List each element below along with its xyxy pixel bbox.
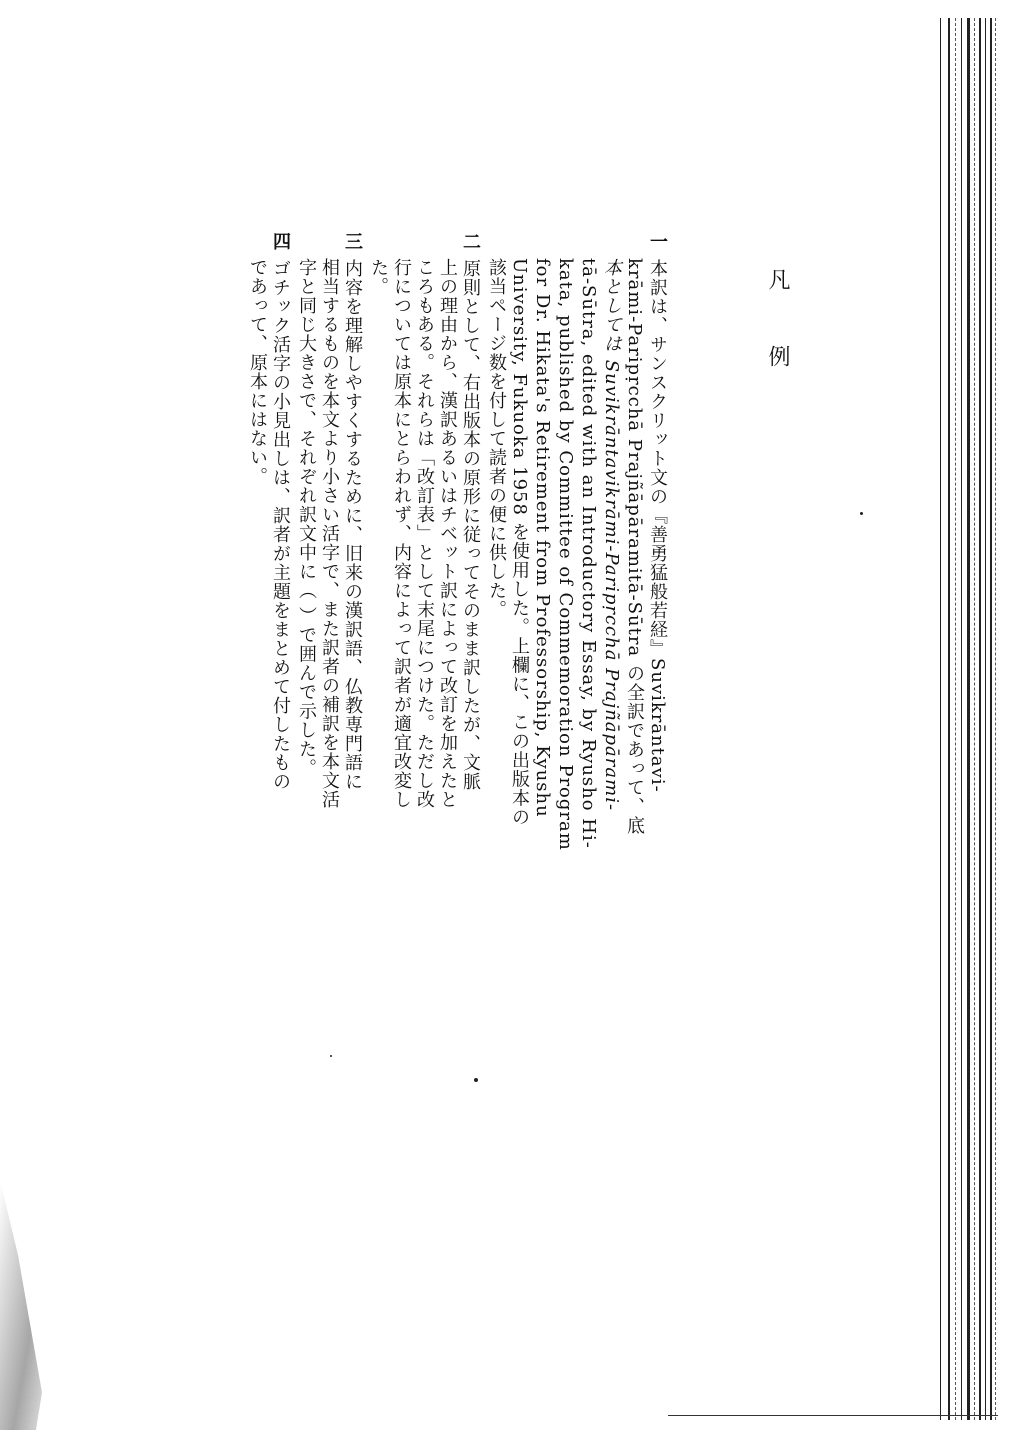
column-text: であって、原本にはない。 [247, 258, 268, 486]
text-column-17 [271, 232, 289, 791]
binding-edge-line [948, 18, 950, 1420]
page-title: 凡 例 [765, 268, 790, 391]
text-column-14 [343, 232, 361, 791]
binding-edge-line [979, 18, 981, 1420]
item-number: 一 [647, 232, 668, 251]
column-text: kata, published by Committee of Commemoration Program [555, 258, 576, 851]
binding-edge-line [985, 18, 986, 1420]
column-text: ゴチック活字の小見出しは、訳者が主題をまとめて付したもの [270, 259, 291, 791]
scan-speck [330, 1055, 332, 1057]
text-column-1 [648, 232, 666, 793]
column-text: 該当ページ数を付して読者の便に供した。 [486, 258, 507, 619]
column-text: 字と同じ大きさで、それぞれ訳文中に（ ）で囲んで示した。 [296, 258, 317, 778]
binding-edge-line [961, 18, 962, 1420]
column-text: 相当するものを本文より小さい活字で、また訳者の補訳を本文活 [319, 258, 340, 809]
text-column-3 [602, 258, 620, 811]
column-text: krāmi-Paripṛcchā Prajñāpāramitā-Sūtra の全訳であって、底 [624, 258, 645, 835]
text-column-10 [438, 258, 456, 809]
column-text: 本訳は、サンスクリット文の『善勇猛般若経』Suvikrāntavi- [647, 259, 668, 793]
text-column-9 [461, 232, 479, 791]
column-text: 行については原本にとらわれず、内容によって訳者が適宜改変し [391, 258, 412, 809]
text-column-7 [510, 258, 528, 827]
bottom-rule [668, 1415, 998, 1416]
binding-edge-line [940, 18, 941, 1420]
column-text: for Dr. Hikata's Retirement from Professorship, Kyushu [532, 258, 553, 818]
text-column-6 [533, 258, 551, 818]
item-number: 二 [460, 232, 481, 251]
text-column-5 [556, 258, 574, 851]
text-column-11 [415, 258, 433, 809]
text-column-12 [392, 258, 410, 809]
item-number: 四 [270, 232, 291, 251]
column-text: University, Fukuoka 1958 を使用した。上欄に、この出版本の [509, 258, 530, 827]
column-text: ころもある。それらは「改訂表」として末尾につけた。ただし改 [414, 258, 435, 809]
scan-shadow [0, 1180, 60, 1430]
item-number: 三 [342, 232, 363, 251]
binding-edge-line [995, 18, 996, 1420]
text-column-2 [625, 258, 643, 835]
column-text: tā-Sūtra, edited with an Introductory Essay, by Ryusho Hi- [578, 258, 599, 849]
column-text: 本としては Suvikrāntavikrāmi-Paripṛcchā Prajñāpārami- [601, 258, 622, 812]
text-column-4 [579, 258, 597, 849]
column-text: 上の理由から、漢訳あるいはチベット訳によって改訂を加えたと [437, 258, 458, 809]
text-column-15 [320, 258, 338, 809]
binding-edge-line [974, 18, 975, 1420]
scan-speck [860, 512, 863, 515]
scan-speck [474, 1078, 478, 1082]
binding-edge-line [967, 18, 970, 1420]
column-text: 原則として、右出版本の原形に従ってそのまま訳したが、文脈 [460, 259, 481, 791]
text-column-8 [487, 258, 505, 619]
binding-edge-line [990, 18, 992, 1420]
text-column-13 [369, 258, 387, 296]
column-text: た。 [368, 258, 389, 296]
column-text: 内容を理解しやすくするために、旧来の漢訳語、仏教専門語に [342, 259, 363, 791]
text-column-18 [248, 258, 266, 486]
text-column-16 [297, 258, 315, 778]
binding-edge-line [955, 18, 956, 1420]
